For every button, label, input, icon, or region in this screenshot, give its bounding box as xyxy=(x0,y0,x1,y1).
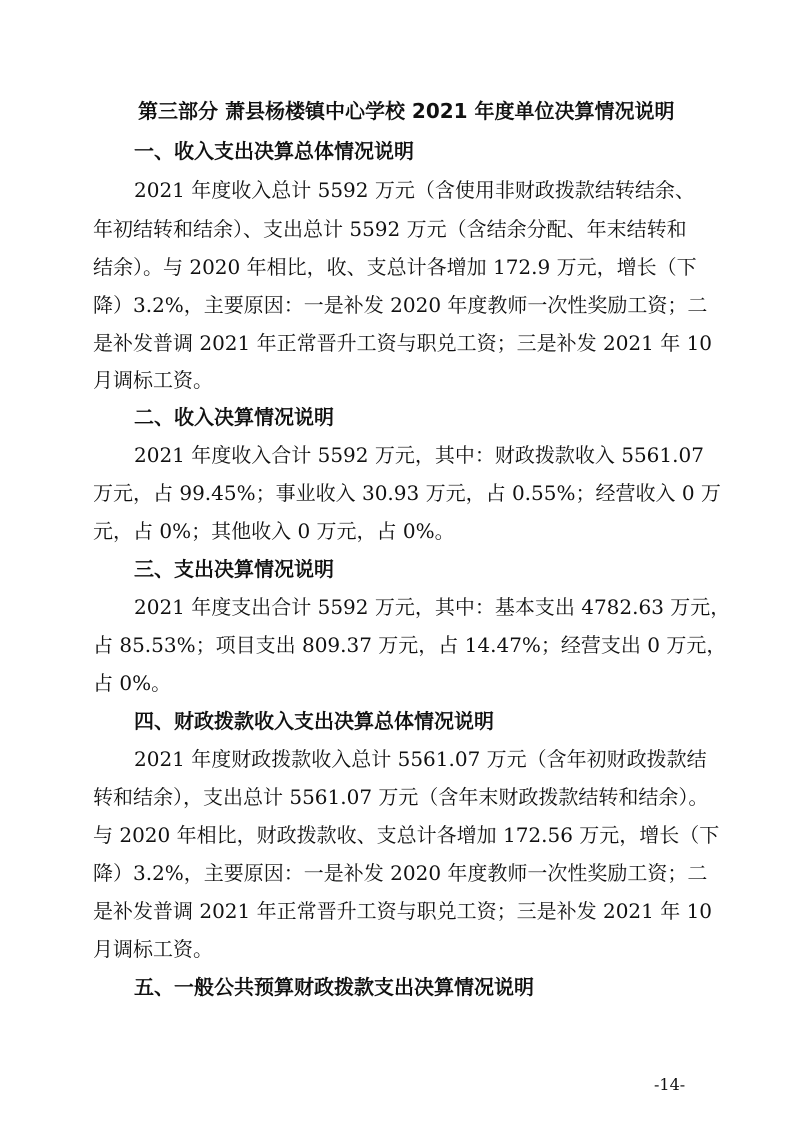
paragraph-line: 与 2020 年相比，财政拨款收、支总计各增加 172.56 万元，增长（下 xyxy=(93,823,720,847)
paragraph-line: 年初结转和结余）、支出总计 5592 万元（含结余分配、年末结转和 xyxy=(93,217,687,241)
paragraph-line: 万元，占 99.45%；事业收入 30.93 万元，占 0.55%；经营收入 0 万 xyxy=(93,481,721,505)
paragraph-line: 占 0%。 xyxy=(93,671,172,695)
paragraph-line: 降）3.2%，主要原因：一是补发 2020 年度教师一次性奖励工资；二 xyxy=(93,861,708,885)
paragraph-line: 2021 年度收入总计 5592 万元（含使用非财政拨款结转结余、 xyxy=(134,178,695,202)
paragraph-line: 是补发普调 2021 年正常晋升工资与职兑工资；三是补发 2021 年 10 xyxy=(93,899,713,923)
paragraph-line: 月调标工资。 xyxy=(93,937,213,961)
paragraph-line: 结余）。与 2020 年相比，收、支总计各增加 172.9 万元，增长（下 xyxy=(93,255,697,279)
section-heading-2: 二、收入决算情况说明 xyxy=(134,405,334,429)
section-heading-1: 一、收入支出决算总体情况说明 xyxy=(134,139,414,163)
paragraph-line: 2021 年度支出合计 5592 万元，其中：基本支出 4782.63 万元， xyxy=(134,595,731,619)
paragraph-line: 2021 年度财政拨款收入总计 5561.07 万元（含年初财政拨款结 xyxy=(134,747,707,771)
paragraph-line: 降）3.2%，主要原因：一是补发 2020 年度教师一次性奖励工资；二 xyxy=(93,293,708,317)
paragraph-line: 元，占 0%；其他收入 0 万元，占 0%。 xyxy=(93,519,455,543)
section-heading-4: 四、财政拨款收入支出决算总体情况说明 xyxy=(134,709,494,733)
paragraph-line: 是补发普调 2021 年正常晋升工资与职兑工资；三是补发 2021 年 10 xyxy=(93,331,713,355)
section-heading-3: 三、支出决算情况说明 xyxy=(134,557,334,581)
paragraph-line: 月调标工资。 xyxy=(93,368,213,392)
paragraph-line: 转和结余），支出总计 5561.07 万元（含年末财政拨款结转和结余）。 xyxy=(93,785,709,809)
page-title: 第三部分 萧县杨楼镇中心学校 2021 年度单位决算情况说明 xyxy=(138,99,675,123)
paragraph-line: 占 85.53%；项目支出 809.37 万元，占 14.47%；经营支出 0 万元， xyxy=(93,633,727,657)
paragraph-line: 2021 年度收入合计 5592 万元，其中：财政拨款收入 5561.07 xyxy=(134,443,704,467)
page-number: -14- xyxy=(654,1075,686,1094)
section-heading-5: 五、一般公共预算财政拨款支出决算情况说明 xyxy=(134,975,534,999)
